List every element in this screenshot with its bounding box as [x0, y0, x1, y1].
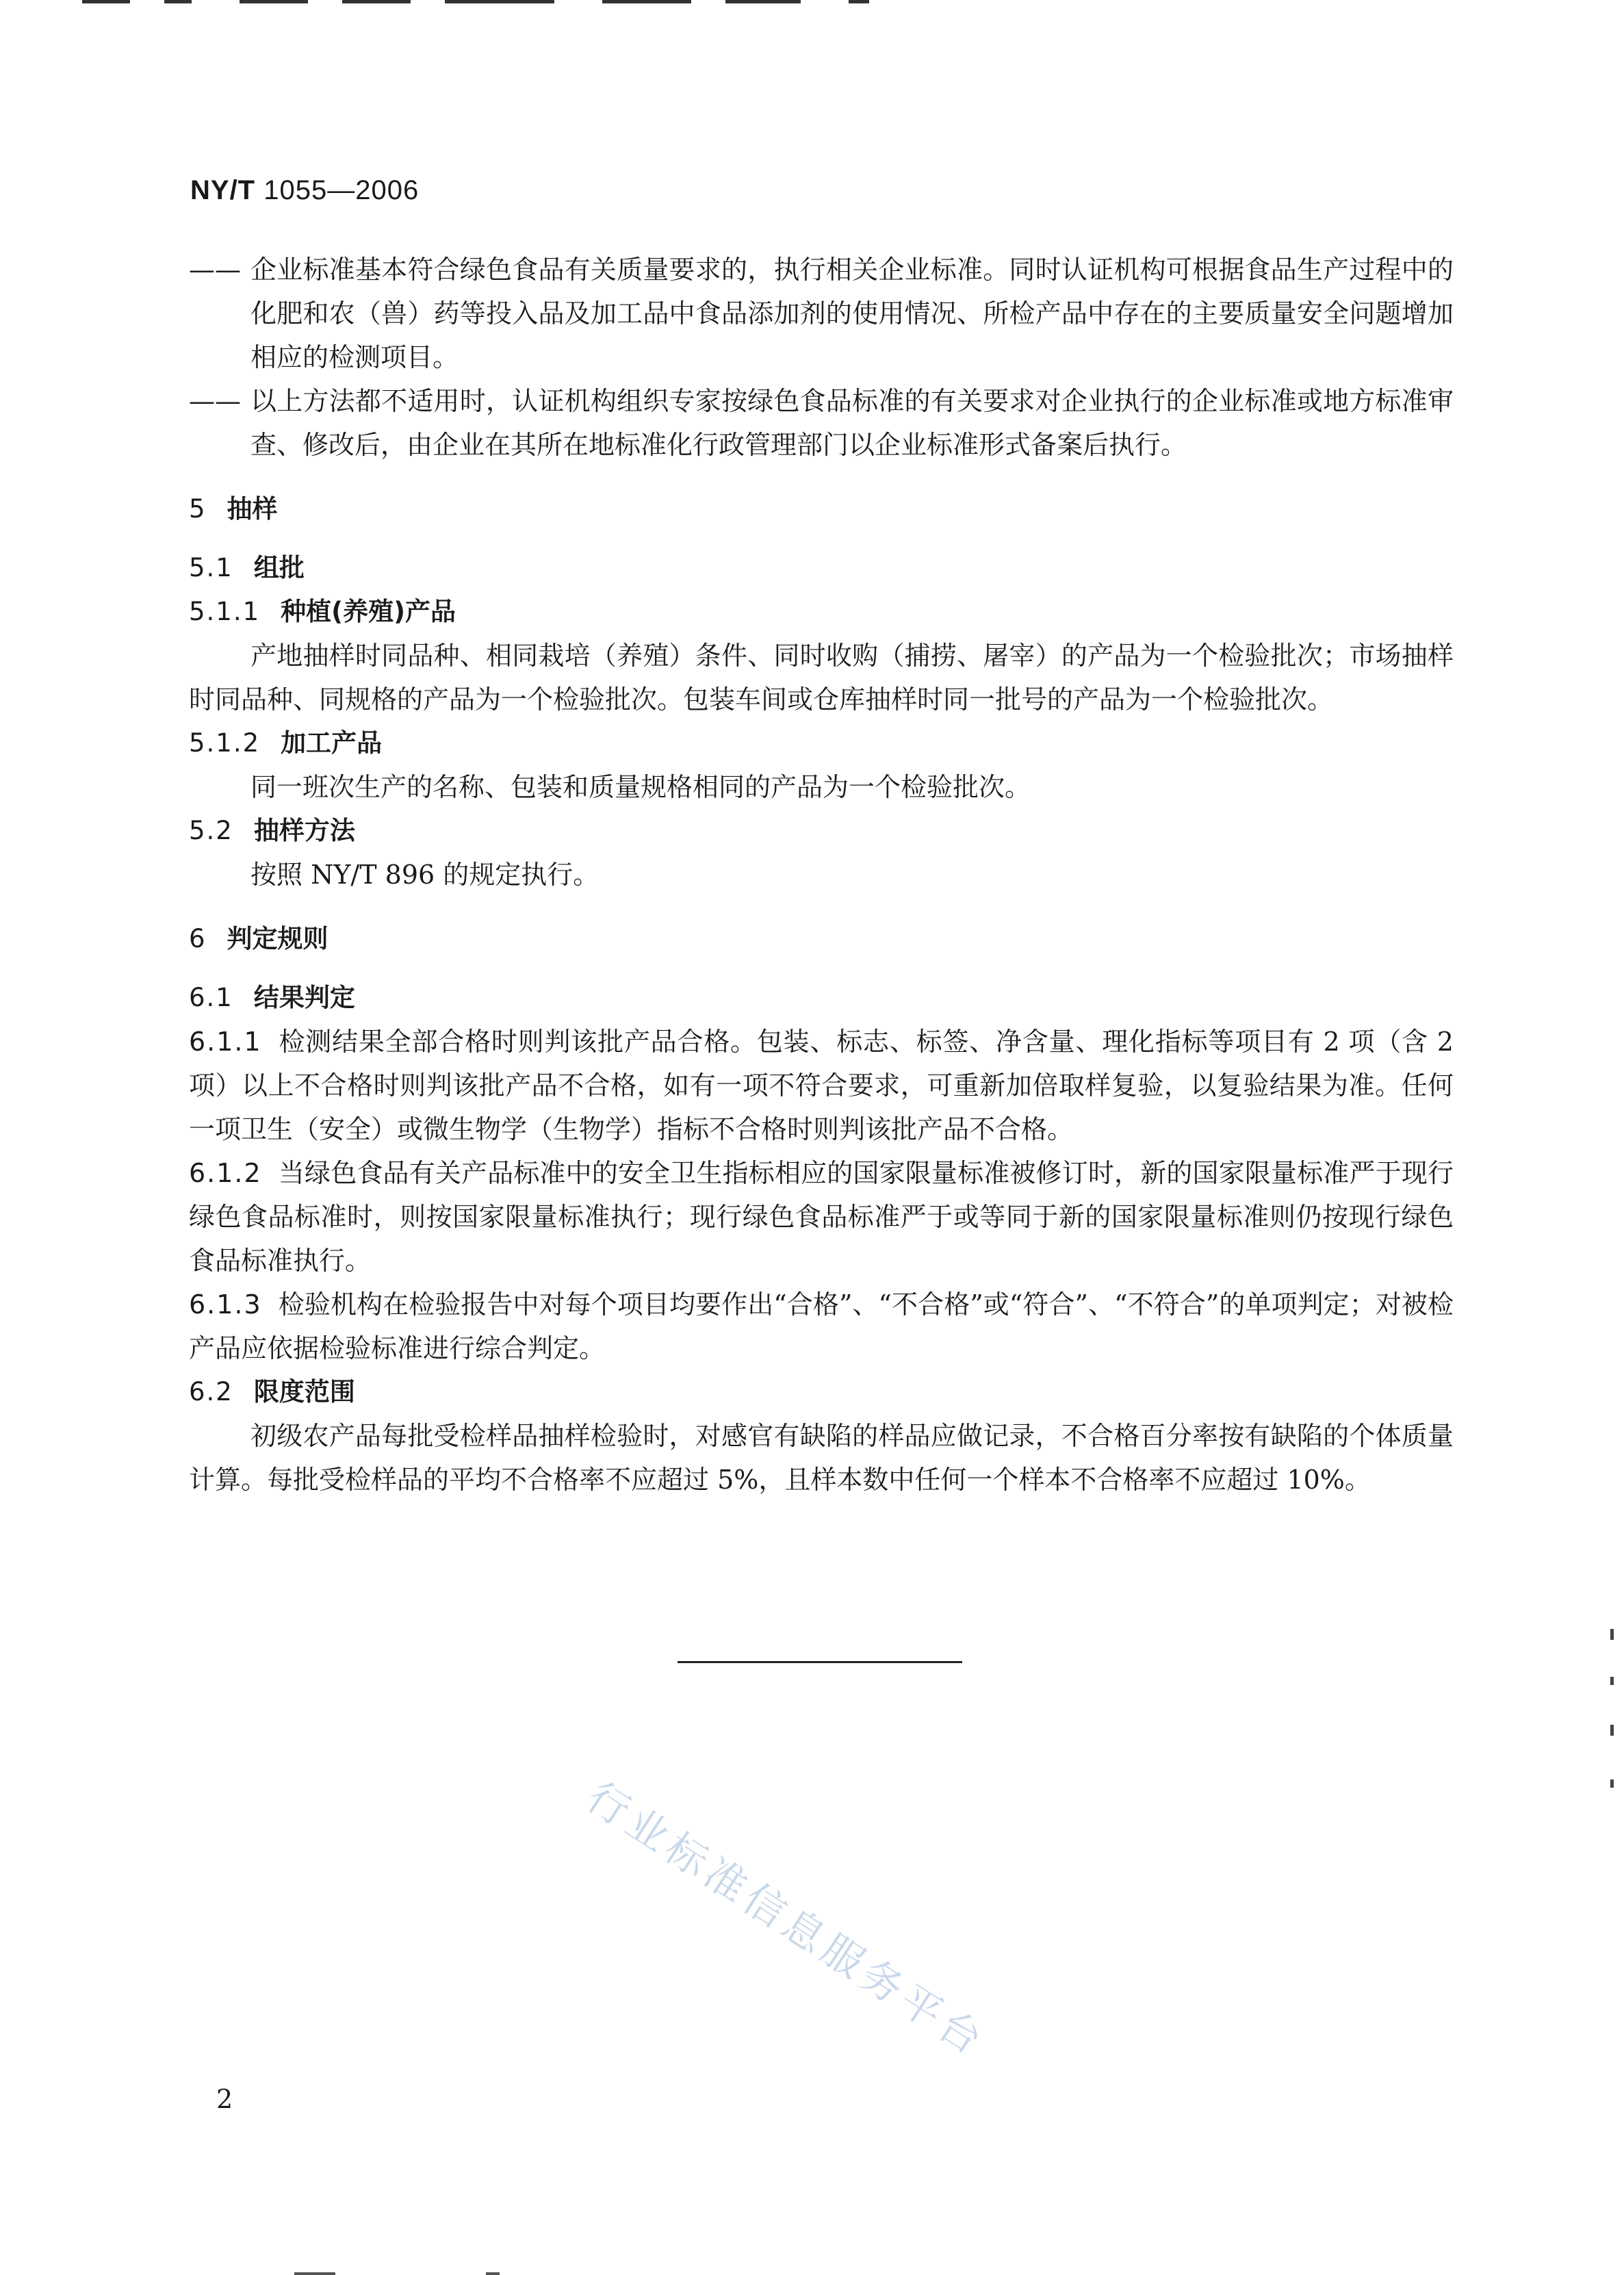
- dash-mark: ——: [189, 255, 241, 285]
- section-heading-5-1-1: 5.1.1 种植(养殖)产品: [189, 597, 456, 626]
- page-number: 2: [216, 2084, 233, 2114]
- watermark-text: 行业标准信息服务平台: [578, 1773, 995, 2067]
- paragraph-6-2: 初级农产品每批受检样品抽样检验时，对感官有缺陷的样品应做记录，不合格百分率按有缺陷的个体质量计算。每批受检样品的平均不合格率不应超过 5%，且样本数中任何一个样本不合格率不应超过 10%。: [189, 1421, 1454, 1495]
- paragraph-5-1-2: 同一班次生产的名称、包装和质量规格相同的产品为一个检验批次。: [250, 772, 1031, 802]
- clause-6-1-2: 6.1.2 当绿色食品有关产品标准中的安全卫生指标相应的国家限量标准被修订时，新的国家限量标准严于现行绿色食品标准时，则按国家限量标准执行；现行绿色食品标准严于或等同于新的国家限量标准则仍按现行绿色食品标准执行。: [189, 1158, 1454, 1276]
- section-heading-5-2: 5.2 抽样方法: [189, 816, 355, 845]
- section-heading-5-1: 5.1 组批: [189, 553, 305, 582]
- document-body: [189, 248, 1454, 1502]
- section-heading-6: 6 判定规则: [189, 924, 328, 953]
- dash-item-text: 企业标准基本符合绿色食品有关质量要求的，执行相关企业标准。同时认证机构可根据食品生产过程中的化肥和农（兽）药等投入品及加工品中食品添加剂的使用情况、所检产品中存在的主要质量安全问题增加相应的检测项目。: [250, 255, 1454, 372]
- document-header: [190, 175, 419, 206]
- paragraph-5-2: 按照 NY/T 896 的规定执行。: [250, 860, 600, 890]
- scan-artifact-top: [82, 0, 903, 5]
- dash-item: [189, 248, 1454, 379]
- clause-6-1-3: 6.1.3 检验机构在检验报告中对每个项目均要作出“合格”、“不合格”或“符合”、“不符合”的单项判定；对被检产品应依据检验标准进行综合判定。: [189, 1289, 1454, 1363]
- paragraph-5-1-1: 产地抽样时同品种、相同栽培（养殖）条件、同时收购（捕捞、屠宰）的产品为一个检验批次；市场抽样时同品种、同规格的产品为一个检验批次。包装车间或仓库抽样时同一批号的产品为一个检验批次。: [189, 641, 1454, 715]
- standard-code: 1055—2006: [263, 175, 420, 205]
- standard-prefix: NY/T: [190, 175, 256, 205]
- section-heading-6-1: 6.1 结果判定: [189, 983, 355, 1012]
- end-of-text-rule: [678, 1661, 962, 1663]
- scan-artifact-edge: [1610, 1629, 1614, 1807]
- dash-item-text: 以上方法都不适用时，认证机构组织专家按绿色食品标准的有关要求对企业执行的企业标准或地方标准审查、修改后，由企业在其所在地标准化行政管理部门以企业标准形式备案后执行。: [250, 386, 1454, 460]
- dash-mark: ——: [189, 386, 241, 416]
- section-heading-5-1-2: 5.1.2 加工产品: [189, 728, 383, 758]
- dash-item: [189, 379, 1454, 467]
- section-heading-5: 5 抽样: [189, 494, 278, 524]
- scan-artifact-bottom: [294, 2270, 568, 2275]
- section-heading-6-2: 6.2 限度范围: [189, 1377, 355, 1406]
- clause-6-1-1: 6.1.1 检测结果全部合格时则判该批产品合格。包装、标志、标签、净含量、理化指标等项目有 2 项（含 2 项）以上不合格时则判该批产品不合格，如有一项不符合要求，可重新加倍取样复验，以复验结果为准。任何一项卫生（安全）或微生物学（生物学）指标不合格时则判该批产品不合格。: [189, 1027, 1454, 1144]
